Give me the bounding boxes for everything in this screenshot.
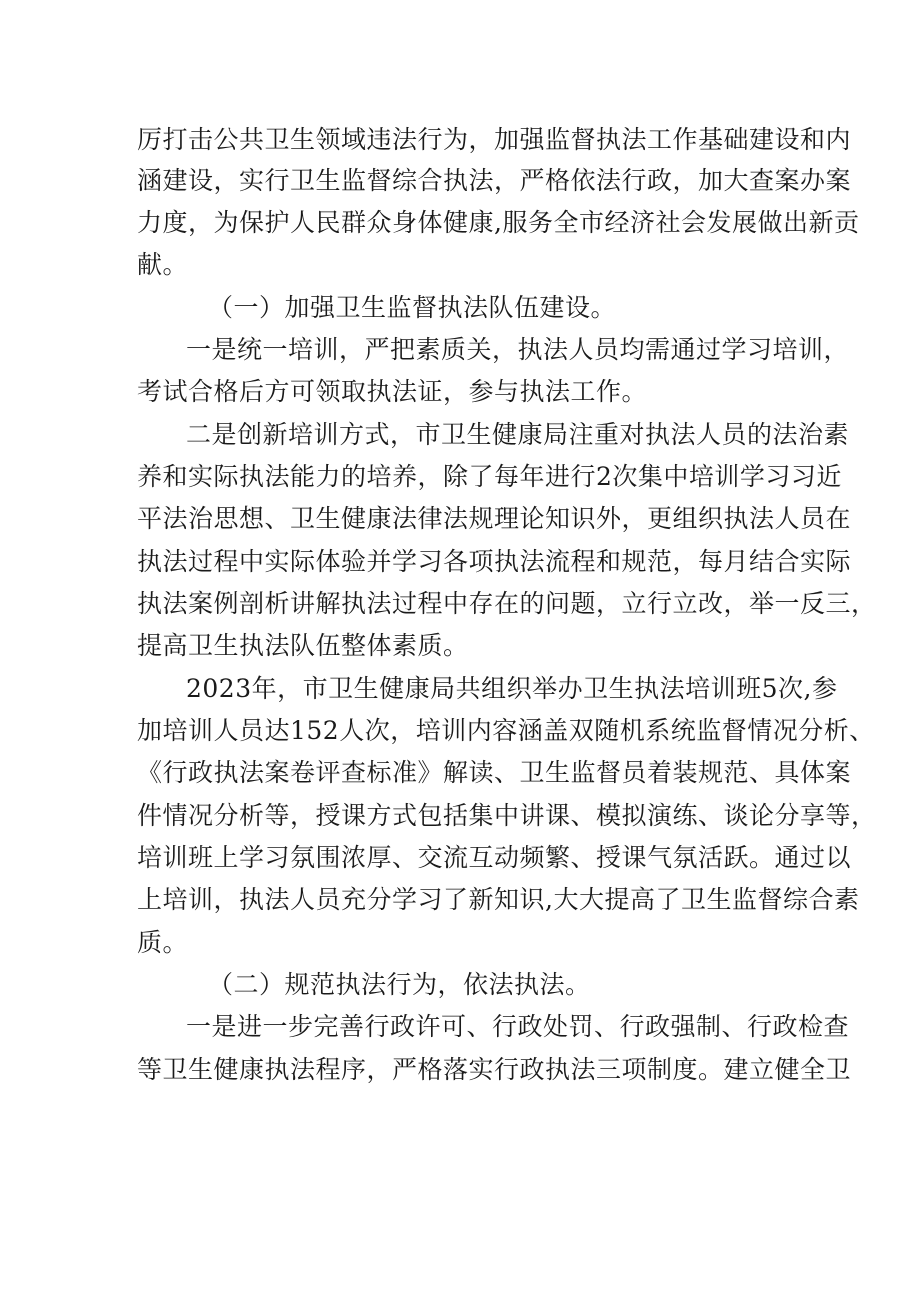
text-line: 一是进一步完善行政许可、行政处罚、行政强制、行政检查	[186, 1012, 850, 1041]
text-line: 提高卫生执法队伍整体素质。	[137, 631, 469, 660]
text-line: 养和实际执法能力的培养，除了每年进行2次集中培训学习习近	[137, 462, 842, 491]
text-line: 执法过程中实际体验并学习各项执法流程和规范，每月结合实际	[137, 547, 852, 576]
text-line: 涵建设，实行卫生监督综合执法，严格依法行政，加大查案办案	[137, 166, 852, 195]
text-line: 加培训人员达152人次，培训内容涵盖双随机系统监督情况分析、	[137, 716, 875, 745]
text-line: 质。	[137, 928, 189, 957]
text-line: 厉打击公共卫生领域违法行为，加强监督执法工作基础建设和内	[137, 125, 852, 154]
text-line: 二是创新培训方式，市卫生健康局注重对执法人员的法治素	[186, 420, 850, 449]
text-line: 2023年，市卫生健康局共组织举办卫生执法培训班5次,参	[186, 674, 838, 703]
text-line: 上培训，执法人员充分学习了新知识,大大提高了卫生监督综合素	[137, 885, 860, 914]
text-line: 《行政执法案卷评查标准》解读、卫生监督员着装规范、具体案	[137, 758, 852, 787]
text-line: 考试合格后方可领取执法证，参与执法工作。	[137, 377, 648, 406]
section-heading: （二）规范执法行为，依法执法。	[208, 970, 591, 999]
text-line: 等卫生健康执法程序，严格落实行政执法三项制度。建立健全卫	[137, 1055, 852, 1084]
text-line: 力度，为保护人民群众身体健康,服务全市经济社会发展做出新贡	[137, 208, 860, 237]
text-line: 平法治思想、卫生健康法律法规理论知识外，更组织执法人员在	[137, 504, 852, 533]
text-line: 培训班上学习氛围浓厚、交流互动频繁、授课气氛活跃。通过以	[137, 843, 852, 872]
text-line: 一是统一培训，严把素质关，执法人员均需通过学习培训，	[186, 335, 850, 364]
text-line: 件情况分析等，授课方式包括集中讲课、模拟演练、谈论分享等，	[137, 801, 877, 830]
section-heading: （一）加强卫生监督执法队伍建设。	[208, 293, 617, 322]
text-line: 执法案例剖析讲解执法过程中存在的问题，立行立改，举一反三，	[137, 589, 877, 618]
text-line: 献。	[137, 250, 189, 279]
